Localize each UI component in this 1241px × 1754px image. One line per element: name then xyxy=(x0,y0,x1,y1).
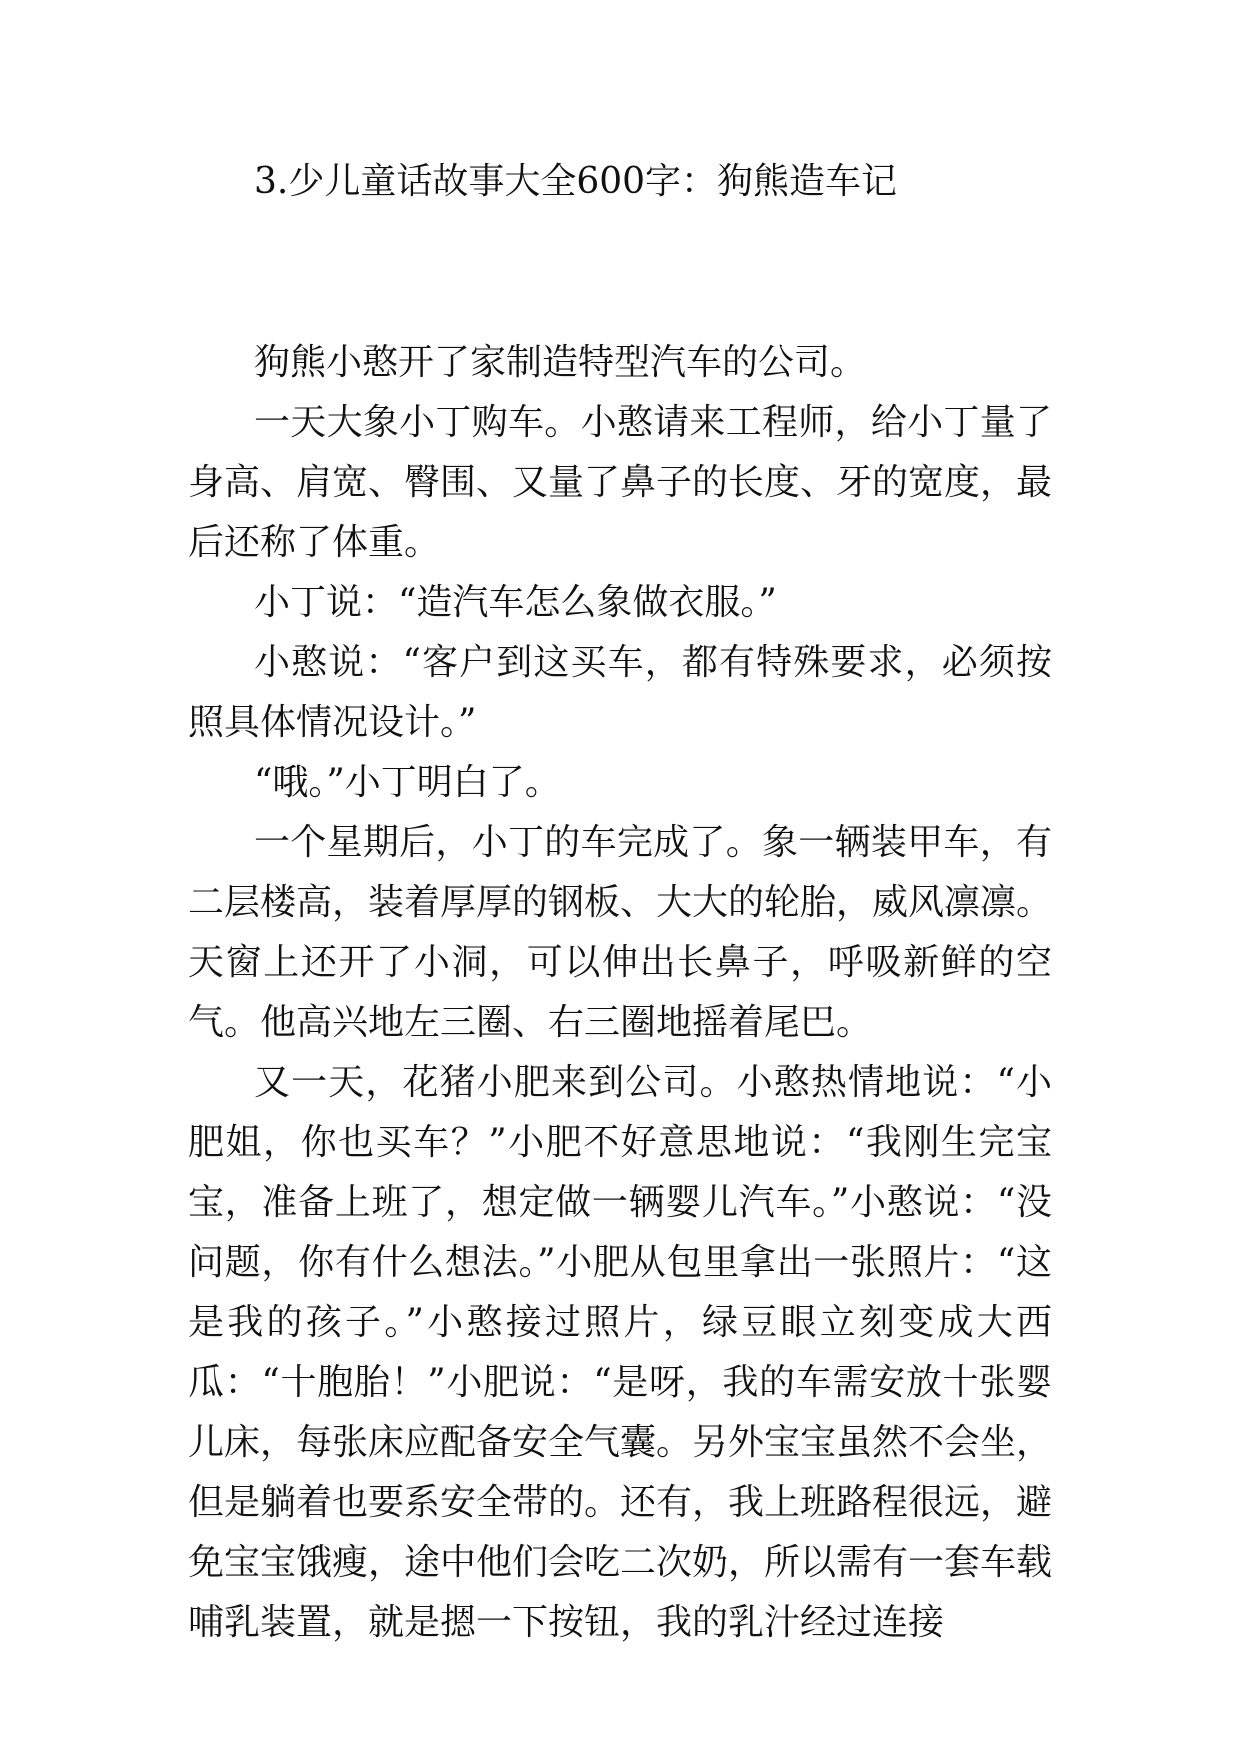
page-title: 3.少儿童话故事大全600字：狗熊造车记 xyxy=(254,161,898,202)
paragraph: 一个星期后，小丁的车完成了。象一辆装甲车，有二层楼高，装着厚厚的钢板、大大的轮胎，威风凛凛。天窗上还开了小洞，可以伸出长鼻子，呼吸新鲜的空气。他高兴地左三圈、右三圈地摇着尾巴。 xyxy=(188,822,1053,1043)
paragraph: 一天大象小丁购车。小憨请来工程师，给小丁量了身高、肩宽、臀围、又量了鼻子的长度、牙的宽度，最后还称了体重。 xyxy=(188,402,1053,563)
paragraph: 狗熊小憨开了家制造特型汽车的公司。 xyxy=(254,342,867,383)
paragraph: 又一天，花猪小肥来到公司。小憨热情地说：“小肥姐，你也买车？”小肥不好意思地说：“我刚生完宝宝，准备上班了，想定做一辆婴儿汽车。”小憨说：“没问题，你有什么想法。”小肥从包里拿出一张照片：“这是我的孩子。”小憨接过照片，绿豆眼立刻变成大西瓜：“十胞胎！”小肥说：“是呀，我的车需安放十张婴儿床，每张床应配备安全气囊。另外宝宝虽然不会坐，但是躺着也要系安全带的。还有，我上班路程很远，避免宝宝饿瘦，途中他们会吃二次奶，所以需有一套车载哺乳装置，就是摁一下按钮，我的乳汁经过连接 xyxy=(188,1062,1053,1643)
paragraph: 小憨说：“客户到这买车，都有特殊要求，必须按照具体情况设计。” xyxy=(188,642,1052,743)
paragraph: “哦。”小丁明白了。 xyxy=(254,762,561,803)
story-body xyxy=(188,333,1052,1653)
paragraph: 小丁说：“造汽车怎么象做衣服。” xyxy=(254,582,777,623)
